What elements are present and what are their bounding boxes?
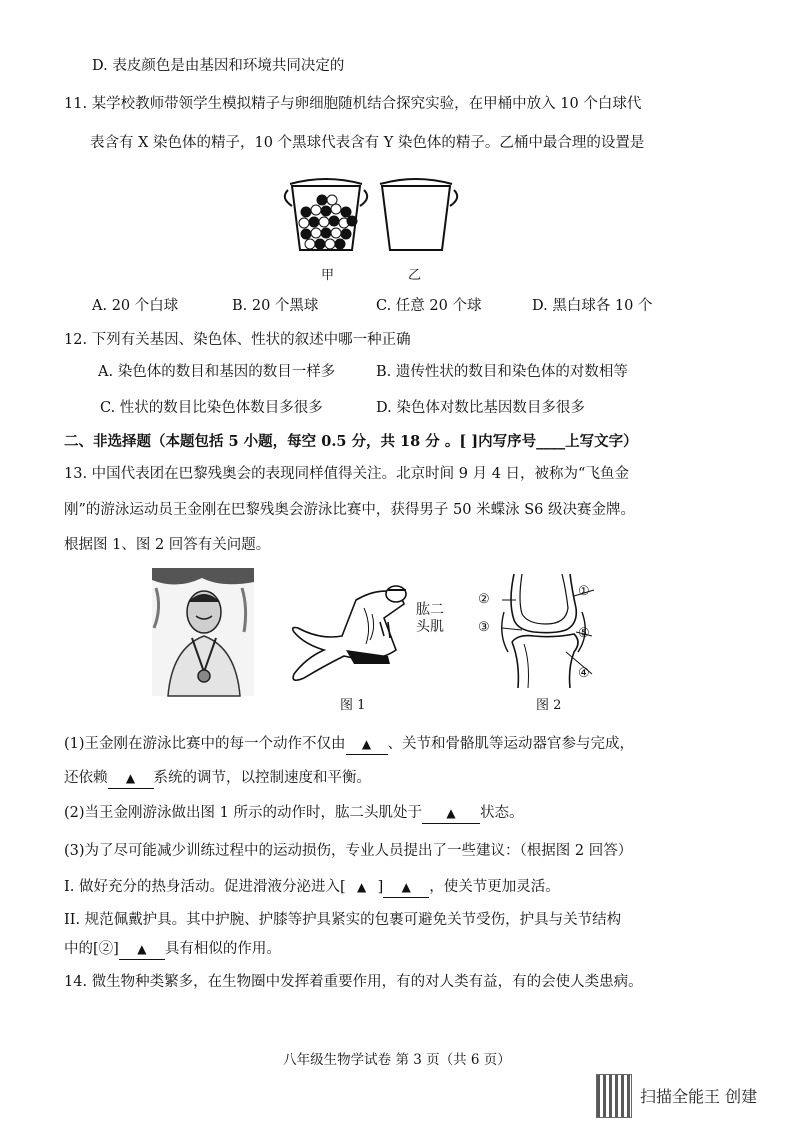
q13-part2-text-b: 状态。 bbox=[479, 805, 524, 821]
q12-option-b: B. 遗传性状的数目和染色体的对数相等 bbox=[376, 364, 628, 380]
figure2-mark-3: ③ bbox=[478, 620, 490, 635]
q13-part1-line2 bbox=[64, 768, 371, 789]
q13-part1-text-b: 、关节和骨骼肌等运动器官参与完成， bbox=[387, 736, 635, 752]
figure2-caption: 图 2 bbox=[536, 698, 562, 713]
biceps-label bbox=[416, 602, 444, 636]
figure2-mark-4: ④ bbox=[578, 666, 590, 681]
q13-part3-ii-line2 bbox=[64, 939, 281, 960]
answer-marker: ▲ bbox=[361, 737, 372, 751]
figure1-caption: 图 1 bbox=[340, 698, 366, 713]
answer-marker: ▲ bbox=[356, 880, 367, 894]
answer-marker: ▲ bbox=[137, 942, 147, 956]
q12-option-a: A. 染色体的数目和基因的数目一样多 bbox=[98, 364, 336, 380]
figure2-joint-diagram bbox=[474, 572, 614, 690]
q11-stem-line2: 表含有 X 染色体的精子，10 个黑球代表含有 Y 染色体的精子。乙桶中最合理的设置是 bbox=[90, 135, 645, 151]
q13-part2-text-a: (2)当王金刚游泳做出图 1 所示的动作时，肱二头肌处于 bbox=[64, 805, 422, 821]
q13-part3-i-bracket-blank[interactable] bbox=[346, 877, 378, 897]
bucket-yi-label: 乙 bbox=[408, 268, 422, 283]
q13-part3-ii-text-c: 具有相似的作用。 bbox=[164, 941, 281, 957]
q13-stem-line2: 刚”的游泳运动员王金刚在巴黎残奥会游泳比赛中，获得男子 50 米蝶泳 S6 级决赛金牌。 bbox=[64, 502, 635, 518]
q13-part1-line1 bbox=[64, 734, 634, 755]
q13-part2-blank[interactable] bbox=[422, 803, 480, 824]
q14-stem-line1: 14. 微生物种类繁多，在生物圈中发挥着重要作用，有的对人类有益，有的会使人类患病。 bbox=[64, 974, 643, 990]
q13-part3-ii-blank[interactable] bbox=[119, 939, 165, 960]
q11-option-d: D. 黑白球各 10 个 bbox=[532, 298, 653, 314]
q13-part2 bbox=[64, 803, 523, 824]
q13-stem-line1: 13. 中国代表团在巴黎残奥会的表现同样值得关注。北京时间 9 月 4 日，被称为“飞鱼金 bbox=[64, 466, 629, 482]
bucket-jia-label: 甲 bbox=[321, 268, 335, 283]
q13-part3-ii-line1: II. 规范佩戴护具。其中护腕、护膝等护具紧实的包裹可避免关节受伤，护具与关节结构 bbox=[64, 912, 622, 928]
biceps-label-line1: 肱二 bbox=[416, 602, 444, 618]
scanner-watermark bbox=[596, 1074, 786, 1116]
bucket-jia-figure bbox=[288, 176, 368, 256]
q12-stem: 12. 下列有关基因、染色体、性状的叙述中哪一种正确 bbox=[64, 332, 411, 348]
watermark-text: 扫描全能王 创建 bbox=[640, 1087, 758, 1106]
q11-stem-line1: 11. 某学校教师带领学生模拟精子与卵细胞随机结合探究实验，在甲桶中放入 10 个白球代 bbox=[64, 96, 642, 112]
q13-part1-text-a: (1)王金刚在游泳比赛中的每一个动作不仅由 bbox=[64, 736, 346, 752]
figure2-mark-5: ⑤ bbox=[578, 626, 590, 641]
athlete-photo bbox=[152, 568, 254, 696]
qr-code-icon bbox=[596, 1074, 632, 1118]
q13-part1-text-c: 还依赖 bbox=[64, 770, 108, 786]
q13-stem-line3: 根据图 1、图 2 回答有关问题。 bbox=[64, 537, 271, 553]
q13-part3-i-text-a: I. 做好充分的热身活动。促进滑液分泌进入[ bbox=[64, 879, 346, 895]
figure2-mark-1: ① bbox=[578, 584, 590, 599]
q12-option-c: C. 性状的数目比染色体数目多很多 bbox=[100, 400, 323, 416]
q11-option-a: A. 20 个白球 bbox=[92, 298, 179, 314]
biceps-label-line2: 头肌 bbox=[416, 619, 444, 635]
page-footer: 八年级生物学试卷 第 3 页（共 6 页） bbox=[283, 1052, 511, 1068]
bucket-yi-figure bbox=[378, 176, 458, 256]
q13-part1-blank2[interactable] bbox=[108, 768, 154, 789]
q10-option-d: D. 表皮颜色是由基因和环境共同决定的 bbox=[92, 58, 345, 74]
answer-marker: ▲ bbox=[125, 771, 136, 785]
answer-marker: ▲ bbox=[446, 806, 456, 820]
figure2-mark-2: ② bbox=[478, 592, 490, 607]
q12-option-d: D. 染色体对数比基因数目多很多 bbox=[376, 400, 585, 416]
q13-part3-i-text-c: ，使关节更加灵活。 bbox=[429, 879, 560, 895]
q11-option-c: C. 任意 20 个球 bbox=[376, 298, 482, 314]
q13-part3-ii-text-b: 中的[②] bbox=[64, 941, 119, 957]
q13-part3-i-blank[interactable] bbox=[383, 877, 429, 898]
q13-part3-i bbox=[64, 877, 560, 898]
q13-part3-i-text-b: ] bbox=[377, 879, 384, 895]
q13-part1-blank1[interactable] bbox=[346, 734, 388, 755]
q11-option-b: B. 20 个黑球 bbox=[232, 298, 319, 314]
answer-marker: ▲ bbox=[401, 880, 411, 894]
q13-part3: (3)为了尽可能减少训练过程中的运动损伤，专业人员提出了一些建议：（根据图 2 回答） bbox=[64, 843, 633, 859]
q13-part1-text-d: 系统的调节，以控制速度和平衡。 bbox=[153, 770, 371, 786]
section2-title: 二、非选择题（本题包括 5 小题，每空 0.5 分，共 18 分 。[ ]内写序号____上写文字） bbox=[64, 433, 638, 450]
